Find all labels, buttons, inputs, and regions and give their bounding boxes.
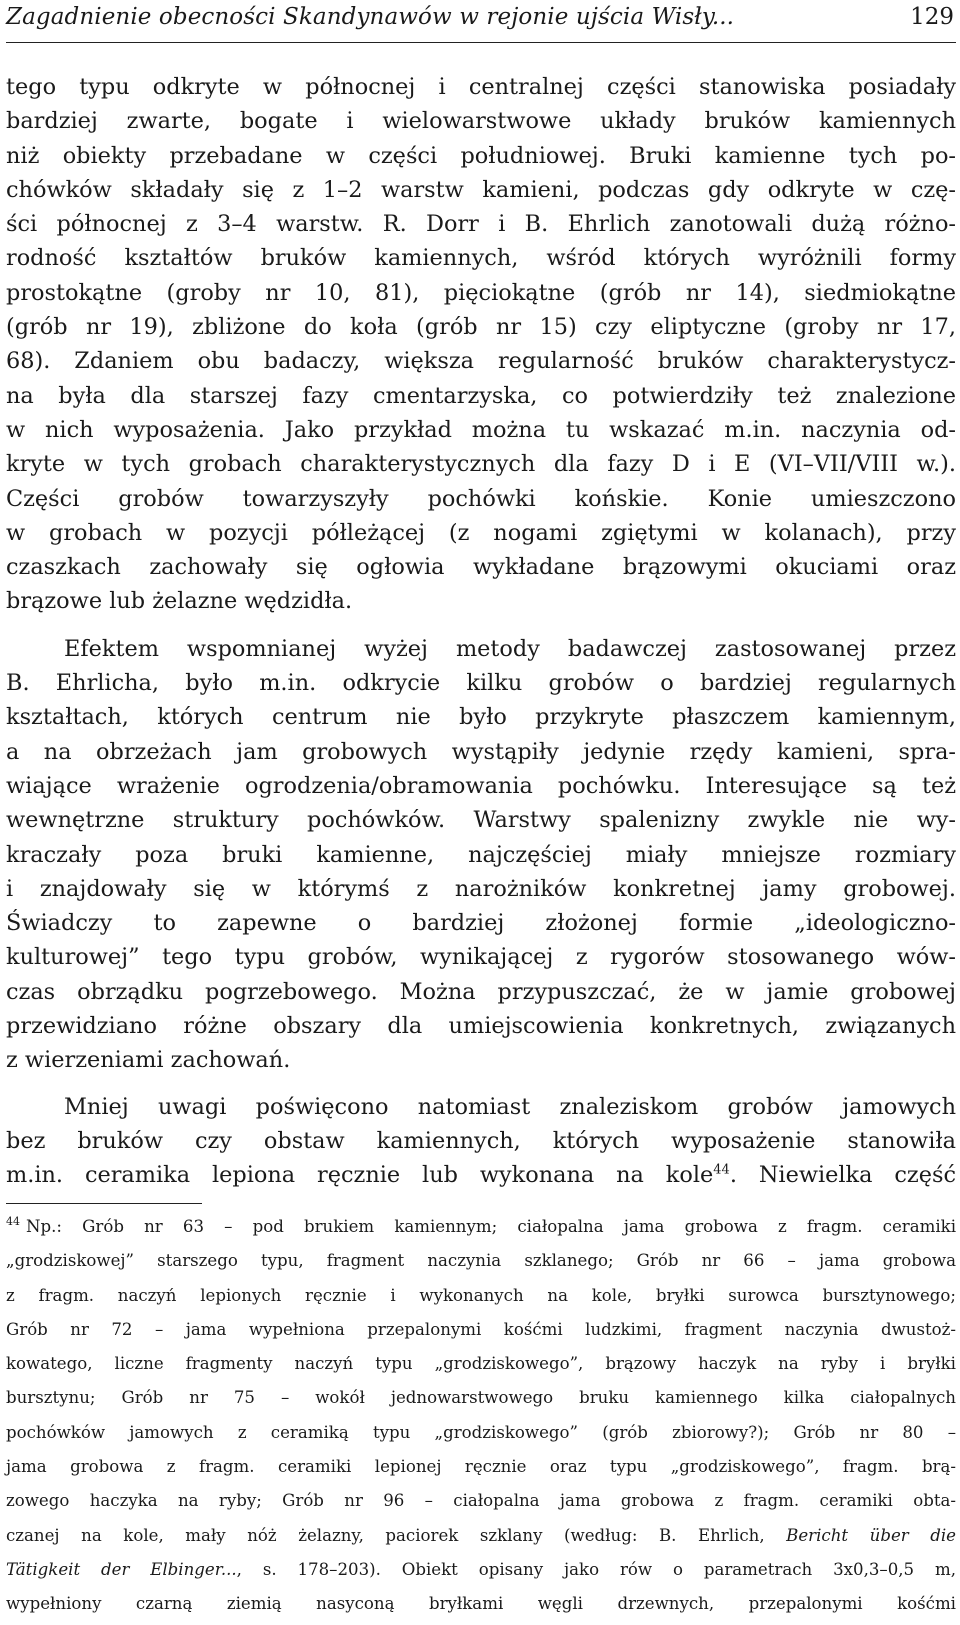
- running-header: [6, 0, 956, 44]
- footnote-line: Grób nr 72 – jama wypełniona przepalonymi kośćmi ludzkimi, fragment naczynia dwustoż-: [6, 1319, 956, 1339]
- text-line: brązowe lub żelazne wędzidła.: [6, 588, 353, 615]
- text-line: rodność kształtów bruków kamiennych, wśród których wyróżnili formy: [6, 245, 956, 272]
- text-line: bardziej zwarte, bogate i wielowarstwowe układy bruków kamiennych: [6, 108, 956, 135]
- text-line: czaszkach zachowały się ogłowia wykładane brązowymi okuciami oraz: [6, 554, 956, 581]
- text-line: 68). Zdaniem obu badaczy, większa regularność bruków charakterystycz-: [6, 348, 956, 375]
- text-segment: . Niewielka część: [729, 1162, 956, 1189]
- text-line: a na obrzeżach jam grobowych wystąpiły jedynie rzędy kamieni, spra-: [6, 738, 956, 765]
- footnote-line: jama grobowa z fragm. ceramiki lepionej ręcznie oraz typu „grodziskowego”, fragm. brą-: [6, 1457, 956, 1477]
- footnote-line: [6, 1522, 956, 1556]
- footnote-rule: [6, 1203, 202, 1204]
- text-line: [6, 1158, 956, 1192]
- text-line: wiające wrażenie ogrodzenia/obramowania pochówku. Interesujące są też: [6, 772, 956, 799]
- footnote-line: kowatego, liczne fragmenty naczyń typu „grodziskowego”, brązowy haczyk na ryby i bryłki: [6, 1354, 956, 1374]
- text-line: kraczały poza bruki kamienne, najczęściej miały mniejsze rozmiary: [6, 841, 956, 868]
- text-line: chówków składały się z 1–2 warstw kamieni, podczas gdy odkryte w czę-: [6, 176, 956, 203]
- running-title: Zagadnienie obecności Skandynawów w rejonie ujścia Wisły...: [6, 4, 735, 30]
- text-line: ści północnej z 3–4 warstw. R. Dorr i B. Ehrlich zanotowali dużą różno-: [6, 211, 956, 238]
- text-line: bez bruków czy obstaw kamiennych, których wyposażenie stanowiła: [6, 1127, 956, 1154]
- document-page: [6, 0, 957, 1614]
- text-line: w grobach w pozycji półleżącej (z nogami zgiętymi w kolanach), przy: [6, 519, 956, 546]
- footnote-line: [6, 1556, 956, 1590]
- footnote-line: [6, 1213, 956, 1247]
- text-line: w nich wyposażenia. Jako przykład można tu wskazać m.in. naczynia od-: [6, 416, 956, 443]
- footnote-line: pochówków jamowych z ceramiką typu „grodziskowego” (grób zbiorowy?); Grób nr 80 –: [6, 1422, 956, 1442]
- italic-citation: Bericht über die: [786, 1525, 957, 1545]
- text-line: Efektem wspomnianej wyżej metody badawczej zastosowanej przez: [64, 635, 956, 662]
- text-line: kryte w tych grobach charakterystycznych dla fazy D i E (VI–VII/VIII w.).: [6, 451, 956, 478]
- text-line: na była dla starszej fazy cmentarzyska, co potwierdziły też znalezione: [6, 382, 956, 409]
- header-rule: [6, 42, 956, 43]
- footnote-mark: 44: [6, 1215, 20, 1229]
- text-line: (grób nr 19), zbliżone do koła (grób nr 15) czy eliptyczne (groby nr 17,: [6, 314, 956, 341]
- text-line: z wierzeniami zachowań.: [6, 1047, 291, 1074]
- text-line: kształtach, których centrum nie było przykryte płaszczem kamiennym,: [6, 704, 956, 731]
- text-line: czas obrządku pogrzebowego. Można przypuszczać, że w jamie grobowej: [6, 978, 956, 1005]
- footnote-line: bursztynu; Grób nr 75 – wokół jednowarstwowego bruku kamiennego kilka ciałopalnych: [6, 1388, 956, 1408]
- footnote-line: z fragm. naczyń lepionych ręcznie i wykonanych na kole, bryłki surowca bursztynowego;: [6, 1285, 956, 1305]
- paragraph-3: [6, 1090, 956, 1193]
- footnote-44: [6, 1213, 956, 1625]
- text-line: Świadczy to zapewne o bardziej złożonej formie „ideologiczno-: [6, 910, 956, 937]
- text-segment: m.in. ceramika lepiona ręcznie lub wykonana na kole: [6, 1162, 714, 1189]
- text-line: tego typu odkryte w północnej i centralnej części stanowiska posiadały: [6, 74, 956, 100]
- text-line: i znajdowały się w którymś z narożników konkretnej jamy grobowej.: [6, 875, 956, 902]
- text-segment: , s. 178–203). Obiekt opisany jako rów o parametrach 3x0,3–0,5 m,: [236, 1559, 956, 1579]
- footnote-line: „grodziskowej” starszego typu, fragment naczynia szklanego; Grób nr 66 – jama grobowa: [6, 1251, 956, 1271]
- footnote-line: zowego haczyka na ryby; Grób nr 96 – ciałopalna jama grobowa z fragm. ceramiki obta-: [6, 1491, 956, 1511]
- text-line: prostokątne (groby nr 10, 81), pięciokątne (grób nr 14), siedmiokątne: [6, 279, 956, 306]
- text-line: B. Ehrlicha, było m.in. odkrycie kilku grobów o bardziej regularnych: [6, 670, 956, 697]
- footnote-line: wypełniony czarną ziemią nasyconą bryłkami węgli drzewnych, przepalonymi kośćmi: [6, 1594, 956, 1614]
- text-line: wewnętrzne struktury pochówków. Warstwy spalenizny zwykle nie wy-: [6, 807, 956, 834]
- italic-citation: Tätigkeit der Elbinger...: [6, 1559, 237, 1579]
- paragraph-2: [6, 632, 956, 1078]
- text-segment: Np.: Grób nr 63 – pod brukiem kamiennym; ciałopalna jama grobowa z fragm. ceramiki: [26, 1217, 956, 1236]
- text-line: Części grobów towarzyszyły pochówki końskie. Konie umieszczono: [6, 485, 956, 512]
- text-line: niż obiekty przebadane w części południowej. Bruki kamienne tych po-: [6, 142, 956, 169]
- text-segment: czanej na kole, mały nóż żelazny, paciorek szklany (według: B. Ehrlich,: [6, 1525, 787, 1545]
- main-text: [6, 70, 956, 1193]
- text-line: Mniej uwagi poświęcono natomiast znaleziskom grobów jamowych: [64, 1093, 956, 1120]
- text-line: kulturowej” tego typu grobów, wynikającej z rygorów stosowanego wów-: [6, 944, 956, 971]
- text-line: przewidziano różne obszary dla umiejscowienia konkretnych, związanych: [6, 1013, 956, 1040]
- page-number: 129: [910, 4, 954, 30]
- paragraph-1: [6, 70, 956, 619]
- footnote-reference: 44: [713, 1162, 730, 1178]
